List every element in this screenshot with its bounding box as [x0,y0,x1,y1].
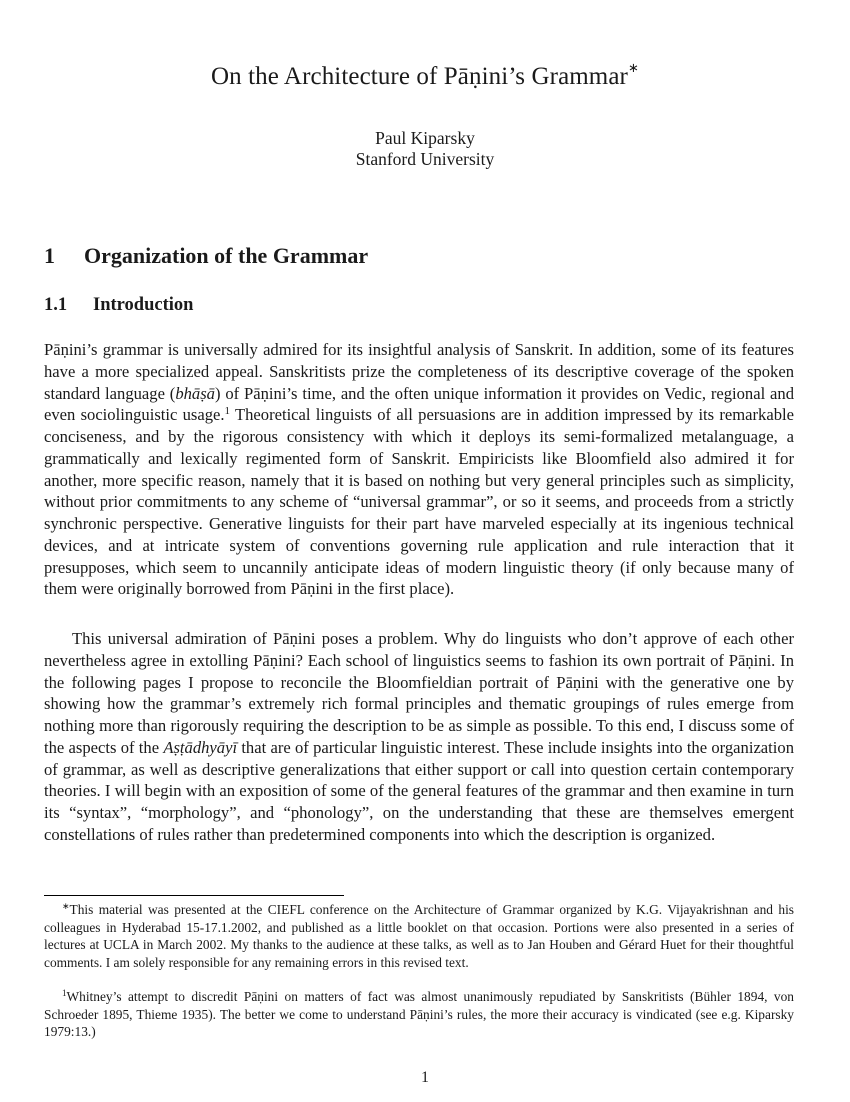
footnote-marker: ∗ [62,901,70,911]
section-number: 1 [44,243,55,268]
paper-title-text: On the Architecture of Pāṇini’s Grammar [211,63,628,90]
author-name: Paul Kiparsky [375,128,475,148]
paragraph-text: Pāṇini’s grammar is universally admired for its insightful analysis of Sanskrit. In addition, some of its features have a more specialized appeal. Sanskritists prize the completeness of its descriptive coverage of the spoken standard language ( [44,340,794,403]
footnote-text: This material was presented at the CIEFL conference on the Architecture of Grammar organized by K.G. Vijayakrishnan and his colleagues in Hyderabad 15-17.1.2002, and published as a little booklet on that occasion. Portions were also presented in a series of lectures at UCLA in March 2002. My thanks to the audience at these talks, as well as to Jan Houben and Gérard Huet for their thoughtful comments. I am solely responsible for any remaining errors in this revised text. [44,902,794,970]
paragraph-text: This universal admiration of Pāṇini poses a problem. Why do linguists who don’t approve of each other nevertheless agree in extolling Pāṇini? Each school of linguistics seems to fashion its own portrait of Pāṇini. In the following pages I propose to reconcile the Bloomfieldian portrait of Pāṇini with the generative one by showing how the grammar’s extremely rich formal principles and thematic groupings of rules emerge from nothing more than rigorously requiring the description to be as simple as possible. To this end, I discuss some of the aspects of the [44,629,794,757]
footnote-2 [44,988,794,1041]
italic-term: Aṣṭādhyāyī [163,737,238,757]
footnote-reference[interactable]: 1 [224,405,231,418]
paragraph-text: that are of particular linguistic interest. These include insights into the organization of grammar, as well as descriptive generalizations that either support or call into question certain contemporary theories. I will begin with an exposition of some of the general features of the grammar and then examine in turn its “syntax”, “morphology”, and “phonology”, on the understanding that these are themselves emergent constellations of rules rather than predetermined components into which the description is organized. [44,737,794,844]
paragraph-text: ) of Pāṇini’s time, and the often unique information it provides on Vedic, regional and even sociolinguistic usage. [44,383,794,425]
page-number: 1 [421,1069,429,1086]
paper-title [0,60,850,91]
footnote-1 [44,901,794,971]
footnote-divider [44,895,344,896]
paragraph-text: Theoretical linguists of all persuasions are in addition impressed by its remarkable conciseness, and by the rigorous consistency with which it deploys its semi-formalized metalanguage, a grammatically and lexically regimented form of Sanskrit. Empiricists like Bloomfield also admired it for another, more specific reason, namely that it is based on nothing but very general principles such as simplicity, without prior commitments to any scheme of “universal grammar”, or so it seems, and proceeds from a strictly synchronic perspective. Generative linguists for their part have marveled especially at its ingenious technical devices, and at intricate system of conventions governing rule application and rule interaction that it presupposes, which seem to uncannily anticipate ideas of modern linguistic theory (if only because many of them were originally borrowed from Pāṇini in the first place). [44,405,794,599]
subsection-title: Introduction [93,295,194,315]
footnote-text: Whitney’s attempt to discredit Pāṇini on matters of fact was almost unanimously repudiated by Sanskritists (Bühler 1894, von Schroeder 1895, Thieme 1935). The better we come to understand Pāṇini’s rules, the more their accuracy is vindicated (see e.g. Kiparsky 1979:13.) [44,989,794,1039]
body-paragraph-2 [44,628,794,846]
section-heading [44,243,368,269]
section-title: Organization of the Grammar [84,243,369,268]
title-footnote-marker[interactable]: ∗ [627,60,639,75]
footnote-marker: 1 [62,988,67,998]
author-affiliation: Stanford University [355,149,495,169]
body-paragraph-1 [44,339,794,600]
italic-term: bhāṣā [175,383,215,403]
subsection-number: 1.1 [44,295,68,315]
subsection-heading [44,295,193,316]
